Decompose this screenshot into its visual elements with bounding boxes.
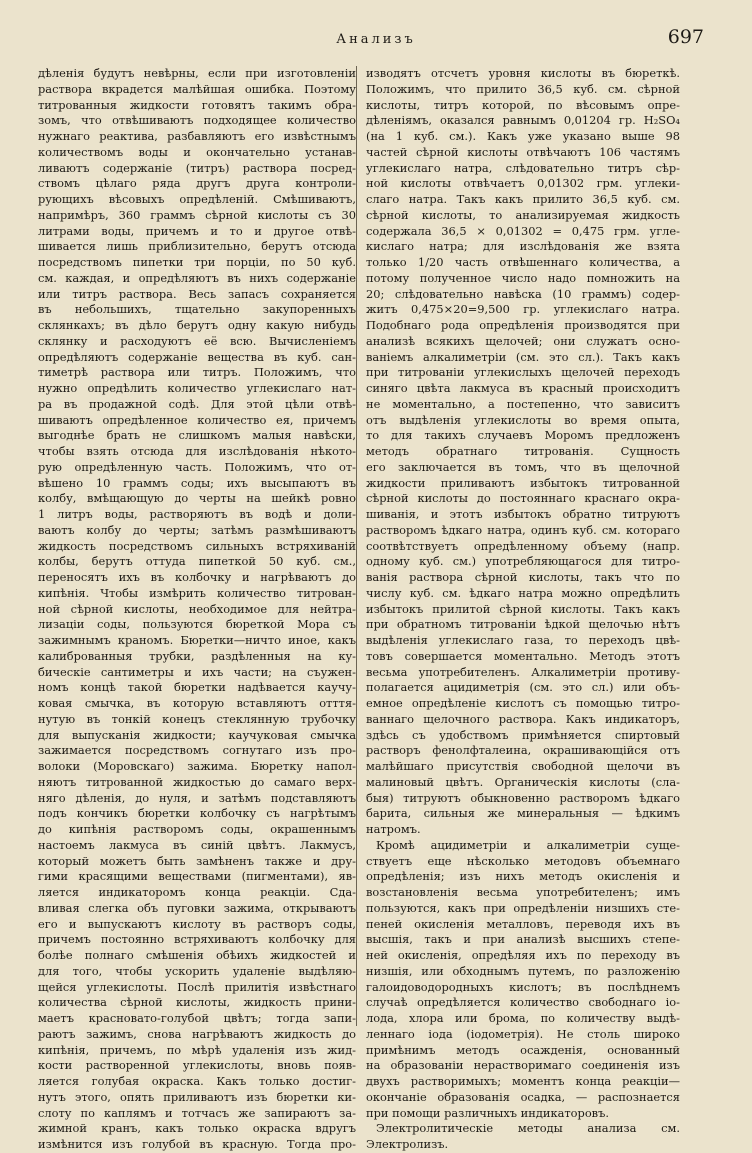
text-line: зомъ, что отвѣшиваютъ подходящее количество <box>38 113 356 128</box>
text-line: жимной кранъ, какъ только окраска вдругъ <box>38 1121 356 1136</box>
text-line: переносятъ ихъ въ колбочку и нагрѣваютъ до <box>38 570 356 584</box>
text-line: ваютъ колбу до черты; затѣмъ размѣшиваютъ <box>38 522 356 537</box>
text-line: не моментально, а постепенно, что зависитъ <box>366 396 680 411</box>
text-line: жидкости приливаютъ избытокъ титрованной <box>366 475 680 490</box>
text-line: углекислаго натра, слѣдовательно титръ сѣр- <box>366 160 680 175</box>
text-line: литрами воды, причемъ и то и другое отвѣ- <box>38 223 356 238</box>
text-line: числу куб. см. ѣдкаго натра можно опредѣлить <box>366 585 680 600</box>
text-line: дѣленія будутъ невѣрны, если при изготовленіи <box>38 66 356 80</box>
text-line: опредѣленія; изъ нихъ методъ окисленія и <box>366 869 680 884</box>
text-line: ваніемъ алкалиметріи (см. это сл.). Такъ какъ <box>366 349 680 364</box>
text-line: при титрованіи углекислыхъ щелочей переходъ <box>366 365 680 380</box>
text-line: Кромѣ ацидиметріи и алкалиметріи суще- <box>376 837 680 852</box>
text-line: анализѣ всякихъ щелочей; они служатъ осно- <box>366 333 680 348</box>
text-line: примѣнимъ методъ осажденія, основанный <box>366 1042 680 1057</box>
text-line: до кипѣнія растворомъ соды, окрашеннымъ <box>38 822 356 836</box>
text-line: методъ обратнаго титрованія. Сущность <box>366 444 680 458</box>
text-line: товъ совершается моментально. Методъ этотъ <box>366 648 680 663</box>
text-line: ра въ продажной содѣ. Для этой цѣли отвѣ- <box>38 396 356 411</box>
text-line: подъ кончикъ бюретки колбочку съ нагрѣтымъ <box>38 806 356 821</box>
text-line: ствуетъ еще нѣсколько методовъ объемнаго <box>366 853 680 868</box>
text-line: избытокъ прилитой сѣрной кислоты. Такъ какъ <box>366 601 680 616</box>
text-line: пеней окисленія металловъ, переводя ихъ въ <box>366 916 680 931</box>
text-line: малиновый цвѣтъ. Органическія кислоты (сла- <box>366 774 680 789</box>
column-divider <box>356 66 357 1026</box>
page-header <box>0 26 752 56</box>
text-line: двухъ растворимыхъ; моментъ конца реакціи— <box>366 1074 680 1088</box>
text-line: нутъ этого, опять приливаютъ изъ бюретки ки- <box>38 1089 356 1104</box>
text-line: слаго натра. Такъ какъ прилито 36,5 куб. см. <box>366 192 680 206</box>
text-line: нужнаго реактива, разбавляютъ его извѣстнымъ <box>38 129 356 143</box>
right-text-column <box>366 66 680 1153</box>
text-line: колбы, берутъ оттуда пипеткой 50 куб. см., <box>38 554 356 569</box>
text-line: см. каждая, и опредѣляютъ въ нихъ содержаніе <box>38 270 356 285</box>
text-line: который можетъ быть замѣненъ также и дру- <box>38 853 356 868</box>
text-line: одному куб. см.) употребляющагося для титро- <box>366 554 680 569</box>
text-line: только 1/20 часть отвѣшеннаго количества, а <box>366 255 680 269</box>
text-line: 1 литръ воды, растворяютъ въ водѣ и доли- <box>38 507 356 521</box>
text-line: содержала 36,5 × 0,01302 = 0,475 грм. угле- <box>366 223 680 238</box>
text-line: количества сѣрной кислоты, жидкость прини- <box>38 995 356 1010</box>
text-line: рующихъ вѣсовыхъ опредѣленій. Смѣшиваютъ, <box>38 192 356 206</box>
text-line: чтобы взять отсюда для изслѣдованія нѣкото- <box>38 444 356 458</box>
text-line: лода, хлора или брома, по количеству выдѣ- <box>366 1011 680 1025</box>
text-line: количествомъ воды и окончательно устанав- <box>38 144 356 159</box>
text-line: на образованіи нерастворимаго соединенія изъ <box>366 1058 680 1073</box>
text-line: ливаютъ содержаніе (титръ) раствора посред- <box>38 160 356 175</box>
text-line: для выпусканія жидкости; каучуковая смычка <box>38 727 356 742</box>
text-line: Электролитическіе методы анализа см. <box>376 1121 680 1136</box>
text-line: склянку и расходуютъ её всю. Вычисленіемъ <box>38 333 356 348</box>
text-line: кислаго натра; для изслѣдованія же взята <box>366 239 680 254</box>
text-line: волоки (Моровскаго) зажима. Бюретку напол- <box>38 759 356 773</box>
page-number: 697 <box>667 26 704 48</box>
text-line: быя) титруютъ обыкновенно растворомъ ѣдкаго <box>366 790 680 805</box>
text-line: шиваютъ опредѣленное количество ея, причемъ <box>38 412 356 427</box>
text-line: барита, сильныя же минеральныя — ѣдкимъ <box>366 806 680 821</box>
text-line: соотвѣтствуетъ опредѣленному объему (напр. <box>366 538 680 553</box>
text-line: ляется индикаторомъ конца реакціи. Сда- <box>38 885 356 899</box>
text-line: изводятъ отсчетъ уровня кислоты въ бюреткѣ. <box>366 66 680 80</box>
text-line: раствора вкрадется малѣйшая ошибка. Поэтому <box>38 81 356 96</box>
text-line: кости растворенной углекислоты, вновь появ- <box>38 1058 356 1073</box>
text-line: титрованныя жидкости готовятъ такимъ обра- <box>38 97 356 112</box>
text-line: опредѣляютъ содержаніе вещества въ куб. сан- <box>38 349 356 364</box>
text-line: лизаціи соды, пользуются бюреткой Мора съ <box>38 617 356 632</box>
text-line: тиметрѣ раствора или титръ. Положимъ, что <box>38 365 356 380</box>
text-line: измѣнится изъ голубой въ красную. Тогда про- <box>38 1137 356 1151</box>
text-line: шивается лишь приблизительно, берутъ отсюда <box>38 239 356 254</box>
text-line: при обратномъ титрованіи ѣдкой щелочью нѣтъ <box>366 617 680 632</box>
text-line: нужно опредѣлить количество углекислаго нат- <box>38 381 356 395</box>
text-line: причемъ постоянно встряхиваютъ колбочку для <box>38 932 356 947</box>
text-line: (на 1 куб. см.). Какъ уже указано выше 98 <box>366 129 680 143</box>
text-line: въ небольшихъ, тщательно закупоренныхъ <box>38 302 356 317</box>
text-line: натромъ. <box>366 822 421 836</box>
text-line: для того, чтобы ускорить удаленіе выдѣляю- <box>38 963 356 978</box>
text-line: напримѣръ, 360 граммъ сѣрной кислоты съ 30 <box>38 207 356 222</box>
text-line: кипѣнія. Чтобы измѣрить количество титрован- <box>38 585 356 600</box>
text-line: ной сѣрной кислоты, необходимое для нейтра- <box>38 601 356 616</box>
text-line: рую опредѣленную часть. Положимъ, что от- <box>38 459 356 474</box>
text-line: Электролизъ. <box>366 1137 449 1151</box>
text-line: леннаго іода (іодометрія). Не столь широко <box>366 1026 680 1041</box>
left-text-column <box>38 66 356 1153</box>
text-line: кислоты, титръ которой, по вѣсовымъ опре- <box>366 97 680 112</box>
text-line: малѣйшаго присутствія свободной щелочи въ <box>366 759 680 773</box>
text-line: ной кислоты отвѣчаетъ 0,01302 грм. углеки- <box>366 176 680 191</box>
text-line: или титръ раствора. Весь запасъ сохраняется <box>38 286 356 301</box>
text-line: настоемъ лакмуса въ синій цвѣтъ. Лакмусъ, <box>38 837 356 852</box>
text-line: зажимается посредствомъ согнутаго изъ про- <box>38 743 356 758</box>
text-line: потому полученное число надо помножить на <box>366 270 680 285</box>
text-line: жидкость посредствомъ сильныхъ встряхиваній <box>38 538 356 553</box>
text-line: вѣшено 10 граммъ соды; ихъ высыпаютъ въ <box>38 475 356 490</box>
text-line: бическіе сантиметры и ихъ части; на съужен- <box>38 664 356 679</box>
text-line: галоидоводородныхъ кислотъ; въ послѣднемъ <box>366 979 680 994</box>
text-line: растворомъ ѣдкаго натра, одинъ куб. см. котораго <box>366 522 680 537</box>
text-line: растворъ фенолфталеина, окрашивающійся отъ <box>366 743 680 758</box>
text-line: Положимъ, что прилито 36,5 куб. см. сѣрной <box>366 81 680 96</box>
text-line: выгоднѣе брать не слишкомъ малыя навѣски, <box>38 428 356 443</box>
running-title: Анализъ <box>336 32 416 47</box>
text-line: няютъ титрованной жидкостью до самаго верх- <box>38 774 356 789</box>
text-line: 20; слѣдовательно навѣска (10 граммъ) содер- <box>366 286 680 301</box>
text-line: окончаніе образованія осадка, — распознается <box>366 1089 680 1104</box>
text-line: то для такихъ случаевъ Моромъ предложенъ <box>366 428 680 443</box>
text-line: няго дѣленія, до нуля, и затѣмъ подставляютъ <box>38 790 356 805</box>
text-line: болѣе полнаго смѣшенія обѣихъ жидкостей и <box>38 948 356 962</box>
text-line: высшія, такъ и при анализѣ высшихъ степе- <box>366 932 680 947</box>
text-line: ляется голубая окраска. Какъ только достиг- <box>38 1074 356 1088</box>
text-line: шиванія, и этотъ избытокъ обратно титруютъ <box>366 507 680 521</box>
text-line: ковая смычка, въ которую вставляютъ отття- <box>38 696 356 710</box>
text-line: маетъ красновато-голубой цвѣтъ; тогда запи- <box>38 1011 356 1025</box>
text-line: склянкахъ; въ дѣло берутъ одну какую нибудь <box>38 318 356 332</box>
text-line: гими красящими веществами (пигментами), яв- <box>38 869 356 884</box>
text-line: емное опредѣленіе кислотъ съ помощью титро- <box>366 696 680 710</box>
text-line: сѣрной кислоты до постояннаго краснаго окра- <box>366 491 680 506</box>
text-line: при помощи различныхъ индикаторовъ. <box>366 1105 609 1120</box>
text-line: весьма употребителенъ. Алкалиметріи противу- <box>366 664 680 679</box>
text-line: его и выпускаютъ кислоту въ растворъ соды, <box>38 916 356 931</box>
text-line: раютъ зажимъ, снова нагрѣваютъ жидкость до <box>38 1026 356 1041</box>
text-line: ствомъ цѣлаго ряда другъ друга контроли- <box>38 176 356 191</box>
text-line: слоту по каплямъ и тотчасъ же запираютъ за- <box>38 1105 356 1120</box>
text-line: синяго цвѣта лакмуса въ красный происходитъ <box>366 381 680 395</box>
text-line: частей сѣрной кислоты отвѣчаютъ 106 частямъ <box>366 144 680 159</box>
text-line: ваннаго щелочного раствора. Какъ индикаторъ, <box>366 711 680 726</box>
text-line: зажимнымъ краномъ. Бюретки—ничто иное, какъ <box>38 633 356 647</box>
text-line: пользуются, какъ при опредѣленіи низшихъ сте- <box>366 900 680 915</box>
text-line: здѣсь съ удобствомъ примѣняется спиртовый <box>366 727 680 742</box>
text-line: вливая слегка объ пуговки зажима, открываютъ <box>38 900 356 915</box>
text-line: низшія, или обходнымъ путемъ, по разложенію <box>366 963 680 978</box>
text-line: калиброванныя трубки, раздѣленныя на ку- <box>38 648 356 663</box>
text-line: отъ выдѣленія углекислоты во время опыта, <box>366 412 680 427</box>
text-line: его заключается въ томъ, что въ щелочной <box>366 459 680 474</box>
text-line: выдѣленія углекислаго газа, то переходъ цвѣ- <box>366 633 680 647</box>
text-line: колбу, вмѣщающую до черты на шейкѣ ровно <box>38 491 356 506</box>
text-line: кипѣнія, причемъ, по мѣрѣ удаленія изъ жид- <box>38 1042 356 1057</box>
text-line: полагается ацидиметрія (см. это сл.) или объ- <box>366 680 680 695</box>
text-line: возстановленія весьма употребителенъ; имъ <box>366 885 680 899</box>
text-line: Подобнаго рода опредѣленія производятся при <box>366 318 680 332</box>
text-line: щейся углекислоты. Послѣ прилитія извѣстнаго <box>38 979 356 994</box>
text-line: ней окисленія, опредѣляя ихъ по переходу въ <box>366 948 680 962</box>
text-line: житъ 0,475×20=9,500 гр. углекислаго натра. <box>366 302 680 317</box>
text-line: дѣленіямъ, оказался равнымъ 0,01204 гр. H₂SO₄ <box>366 113 680 128</box>
text-line: ванія раствора сѣрной кислоты, такъ что по <box>366 570 680 584</box>
text-line: случаѣ опредѣляется количество свободнаго іо- <box>366 995 680 1010</box>
text-line: посредствомъ пипетки три порціи, по 50 куб. <box>38 255 356 269</box>
text-line: сѣрной кислоты, то анализируемая жидкость <box>366 207 680 222</box>
text-line: номъ концѣ такой бюретки надѣвается каучу- <box>38 680 356 695</box>
text-line: нутую въ тонкій конецъ стеклянную трубочку <box>38 711 356 726</box>
